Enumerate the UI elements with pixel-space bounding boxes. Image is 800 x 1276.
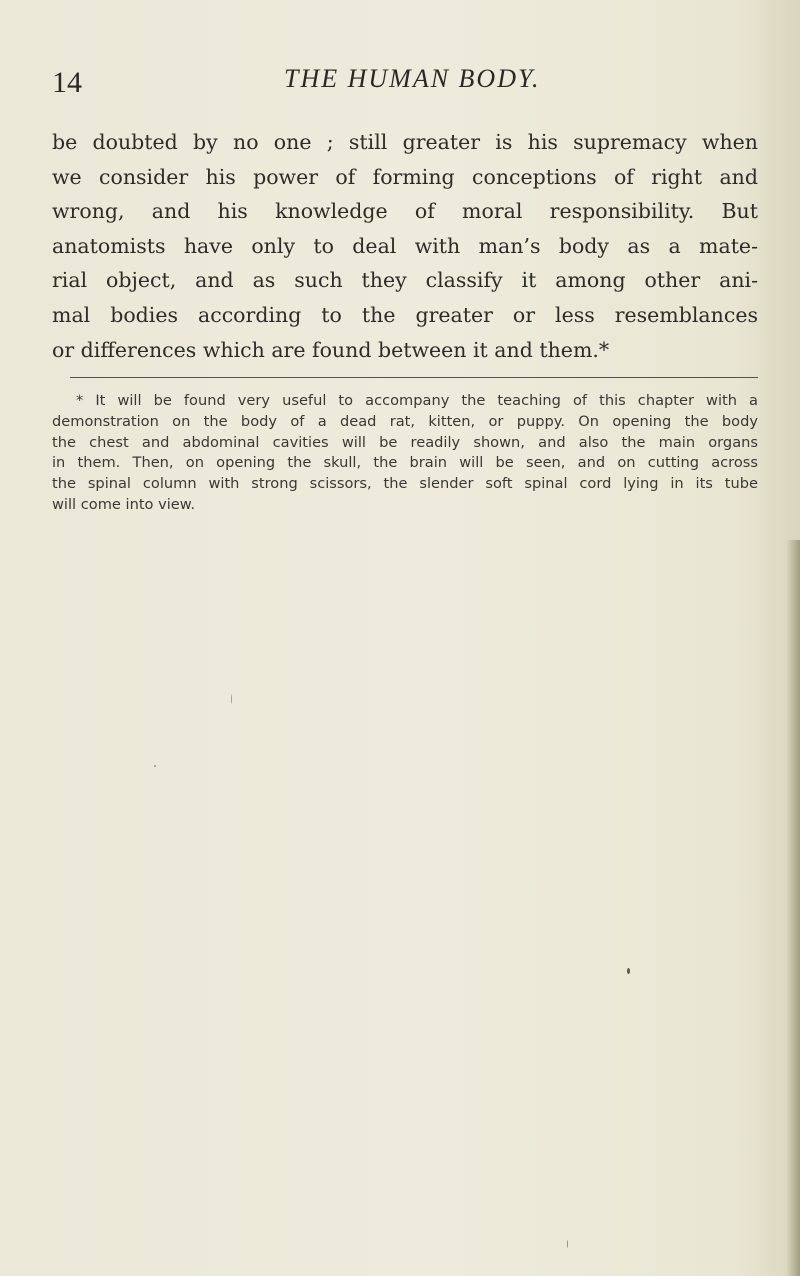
footnote-line: demonstration on the body of a dead rat, kitten, or puppy. On opening the body xyxy=(52,412,758,430)
footnote-line: the chest and abdominal cavities will be readily shown, and also the main organs xyxy=(52,433,758,451)
body-line: mal bodies according to the greater or less resemblances xyxy=(52,302,758,327)
footnote-line: in them. Then, on opening the skull, the brain will be seen, and on cutting across xyxy=(52,454,758,472)
footnote-line: the spinal column with strong scissors, the slender soft spinal cord lying in its tube xyxy=(52,475,758,493)
body-line: rial object, and as such they classify it among other ani- xyxy=(52,268,758,293)
body-paragraph xyxy=(52,125,758,367)
body-line: wrong, and his knowledge of moral responsibility. But xyxy=(52,199,758,224)
page-edge-shadow xyxy=(786,540,800,1276)
paper-speck xyxy=(567,1240,568,1248)
footnote-line: will come into view. xyxy=(52,495,196,513)
page-header xyxy=(52,62,752,102)
footnote-line: * It will be found very useful to accompany the teaching of this chapter with a xyxy=(76,392,758,409)
body-line: be doubted by no one ; still greater is his supremacy when xyxy=(52,130,758,154)
footnote-divider xyxy=(70,377,758,378)
paper-speck xyxy=(154,765,156,767)
paper-speck xyxy=(627,968,630,974)
paper-speck xyxy=(231,694,232,704)
body-line: we consider his power of forming conceptions of right and xyxy=(52,164,758,189)
page-number: 14 xyxy=(52,66,82,99)
body-line: or differences which are found between it and them.* xyxy=(52,337,610,362)
running-title: THE HUMAN BODY. xyxy=(284,64,541,93)
body-line: anatomists have only to deal with man’s body as a mate- xyxy=(52,233,758,258)
footnote xyxy=(52,391,758,516)
